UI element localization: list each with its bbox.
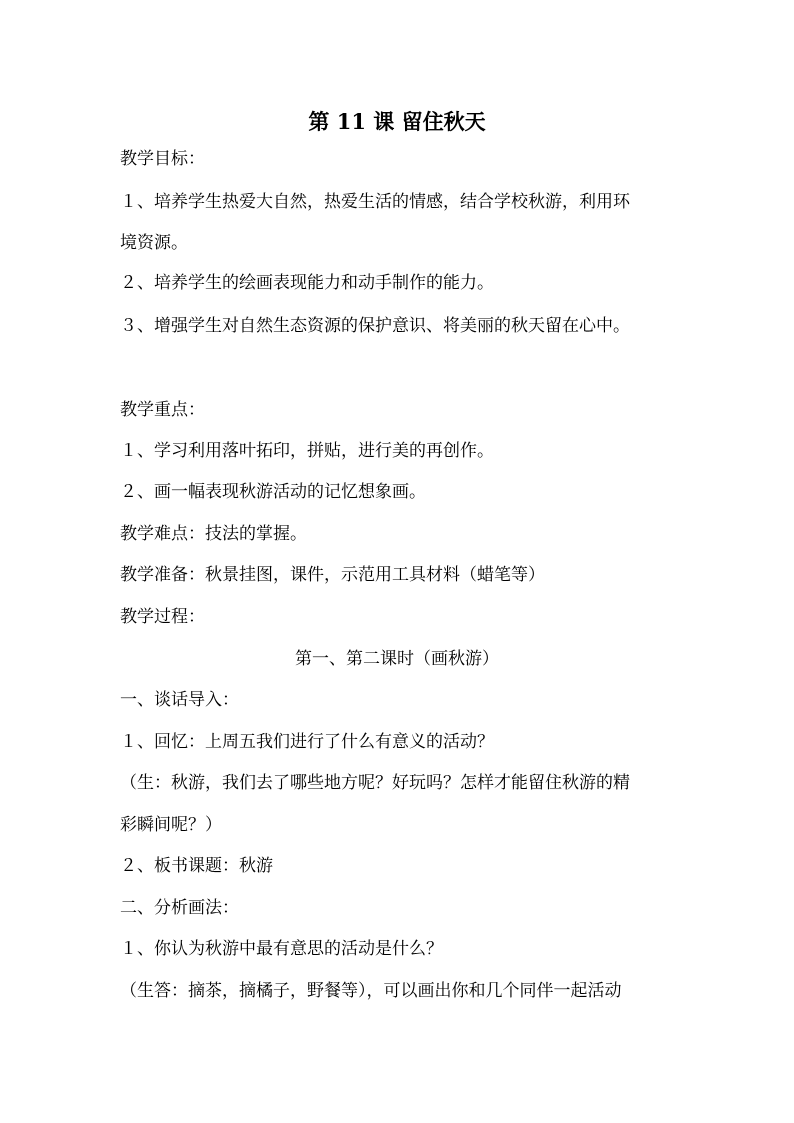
section-heading-key-points: 教学重点： [120, 400, 205, 420]
paragraph-line: １、培养学生热爱大自然，热爱生活的情感，结合学校秋游，利用环 [120, 192, 630, 212]
step-heading: 一、谈话导入： [120, 690, 239, 710]
paragraph-line: １、你认为秋游中最有意思的活动是什么？ [120, 939, 443, 959]
step-heading: 二、分析画法： [120, 898, 239, 918]
document-title: 第 11 课 留住秋天 [308, 109, 486, 134]
section-heading-preparation: 教学准备：秋景挂图，课件，示范用工具材料（蜡笔等） [120, 565, 545, 585]
section-heading-difficulty: 教学难点：技法的掌握。 [120, 524, 307, 544]
paragraph-line: （生：秋游，我们去了哪些地方呢？好玩吗？怎样才能留住秋游的精 [120, 773, 630, 793]
section-heading-process: 教学过程： [120, 607, 205, 627]
paragraph-line: 彩瞬间呢？） [120, 815, 222, 835]
paragraph-line: ２、板书课题：秋游 [120, 856, 273, 876]
paragraph-line: ２、培养学生的绘画表现能力和动手制作的能力。 [120, 273, 494, 293]
paragraph-line: ２、画一幅表现秋游活动的记忆想象画。 [120, 482, 426, 502]
subsection-heading: 第一、第二课时（画秋游） [295, 649, 499, 669]
paragraph-line: ３、增强学生对自然生态资源的保护意识、将美丽的秋天留在心中。 [120, 316, 630, 336]
section-heading-objectives: 教学目标： [120, 149, 205, 169]
paragraph-line: １、回忆：上周五我们进行了什么有意义的活动？ [120, 732, 494, 752]
paragraph-line: 境资源。 [120, 233, 188, 253]
paragraph-line: （生答：摘茶，摘橘子，野餐等），可以画出你和几个同伴一起活动 [120, 981, 622, 1001]
paragraph-line: １、学习利用落叶拓印，拼贴，进行美的再创作。 [120, 441, 494, 461]
